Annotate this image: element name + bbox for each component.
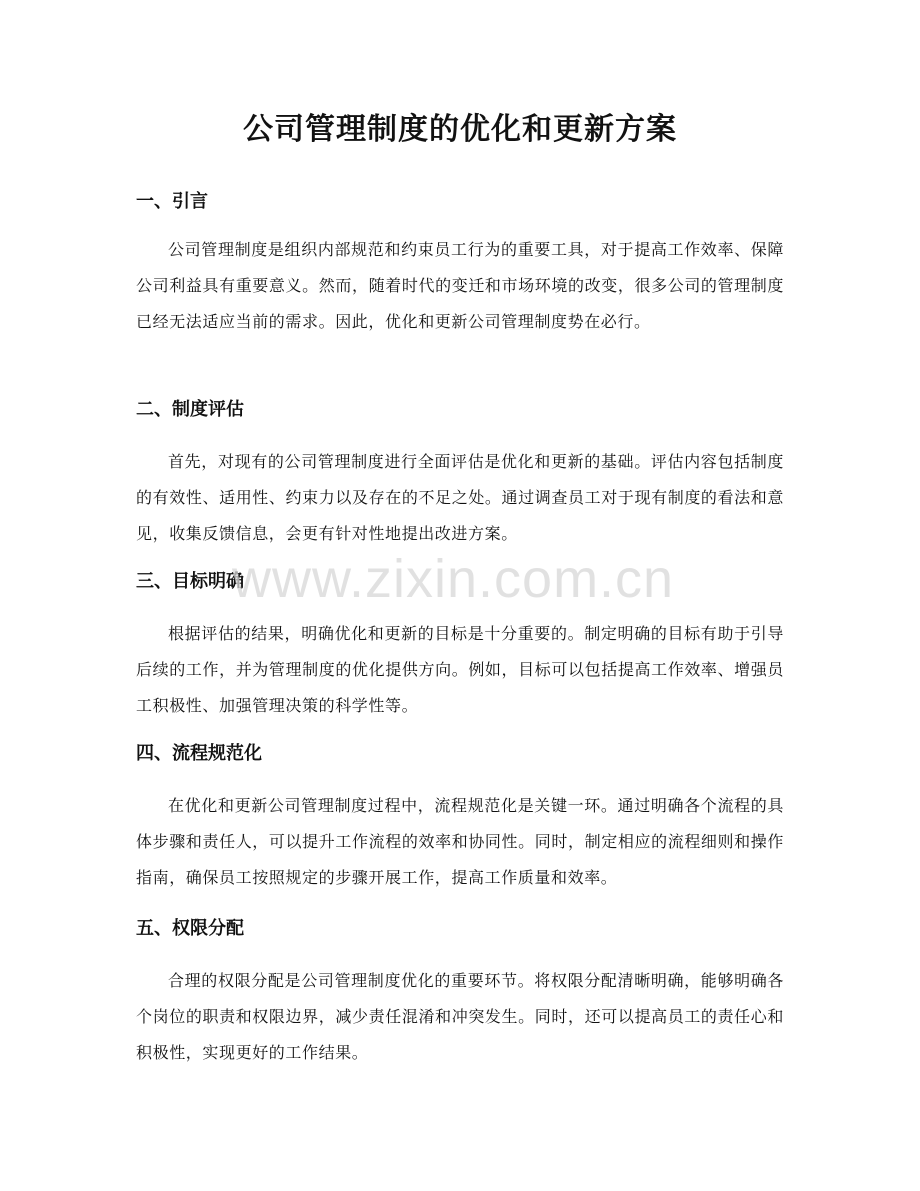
- section-paragraph-evaluation: 首先，对现有的公司管理制度进行全面评估是优化和更新的基础。评估内容包括制度的有效性、适用性、约束力以及存在的不足之处。通过调查员工对于现有制度的看法和意见，收集反馈信息，会更有针对性地提出改进方案。: [136, 452, 784, 543]
- section-heading-introduction: 一、引言: [136, 191, 208, 212]
- section-paragraph-process: 在优化和更新公司管理制度过程中，流程规范化是关键一环。通过明确各个流程的具体步骤和责任人，可以提升工作流程的效率和协同性。同时，制定相应的流程细则和操作指南，确保员工按照规定的步骤开展工作，提高工作质量和效率。: [136, 796, 784, 887]
- section-heading-evaluation: 二、制度评估: [136, 399, 244, 420]
- section-paragraph-permissions: 合理的权限分配是公司管理制度优化的重要环节。将权限分配清晰明确，能够明确各个岗位的职责和权限边界，减少责任混淆和冲突发生。同时，还可以提高员工的责任心和积极性，实现更好的工作结果。: [136, 971, 784, 1062]
- section-heading-permissions: 五、权限分配: [136, 918, 244, 939]
- section-heading-goals: 三、目标明确: [136, 571, 244, 592]
- document-title: 公司管理制度的优化和更新方案: [243, 112, 677, 147]
- watermark-text: www.zixin.com.cn: [232, 549, 675, 609]
- section-heading-process: 四、流程规范化: [136, 743, 262, 764]
- section-paragraph-goals: 根据评估的结果，明确优化和更新的目标是十分重要的。制定明确的目标有助于引导后续的工作，并为管理制度的优化提供方向。例如，目标可以包括提高工作效率、增强员工积极性、加强管理决策的科学性等。: [136, 624, 784, 715]
- section-paragraph-introduction: 公司管理制度是组织内部规范和约束员工行为的重要工具，对于提高工作效率、保障公司利益具有重要意义。然而，随着时代的变迁和市场环境的改变，很多公司的管理制度已经无法适应当前的需求。因此，优化和更新公司管理制度势在必行。: [136, 240, 784, 331]
